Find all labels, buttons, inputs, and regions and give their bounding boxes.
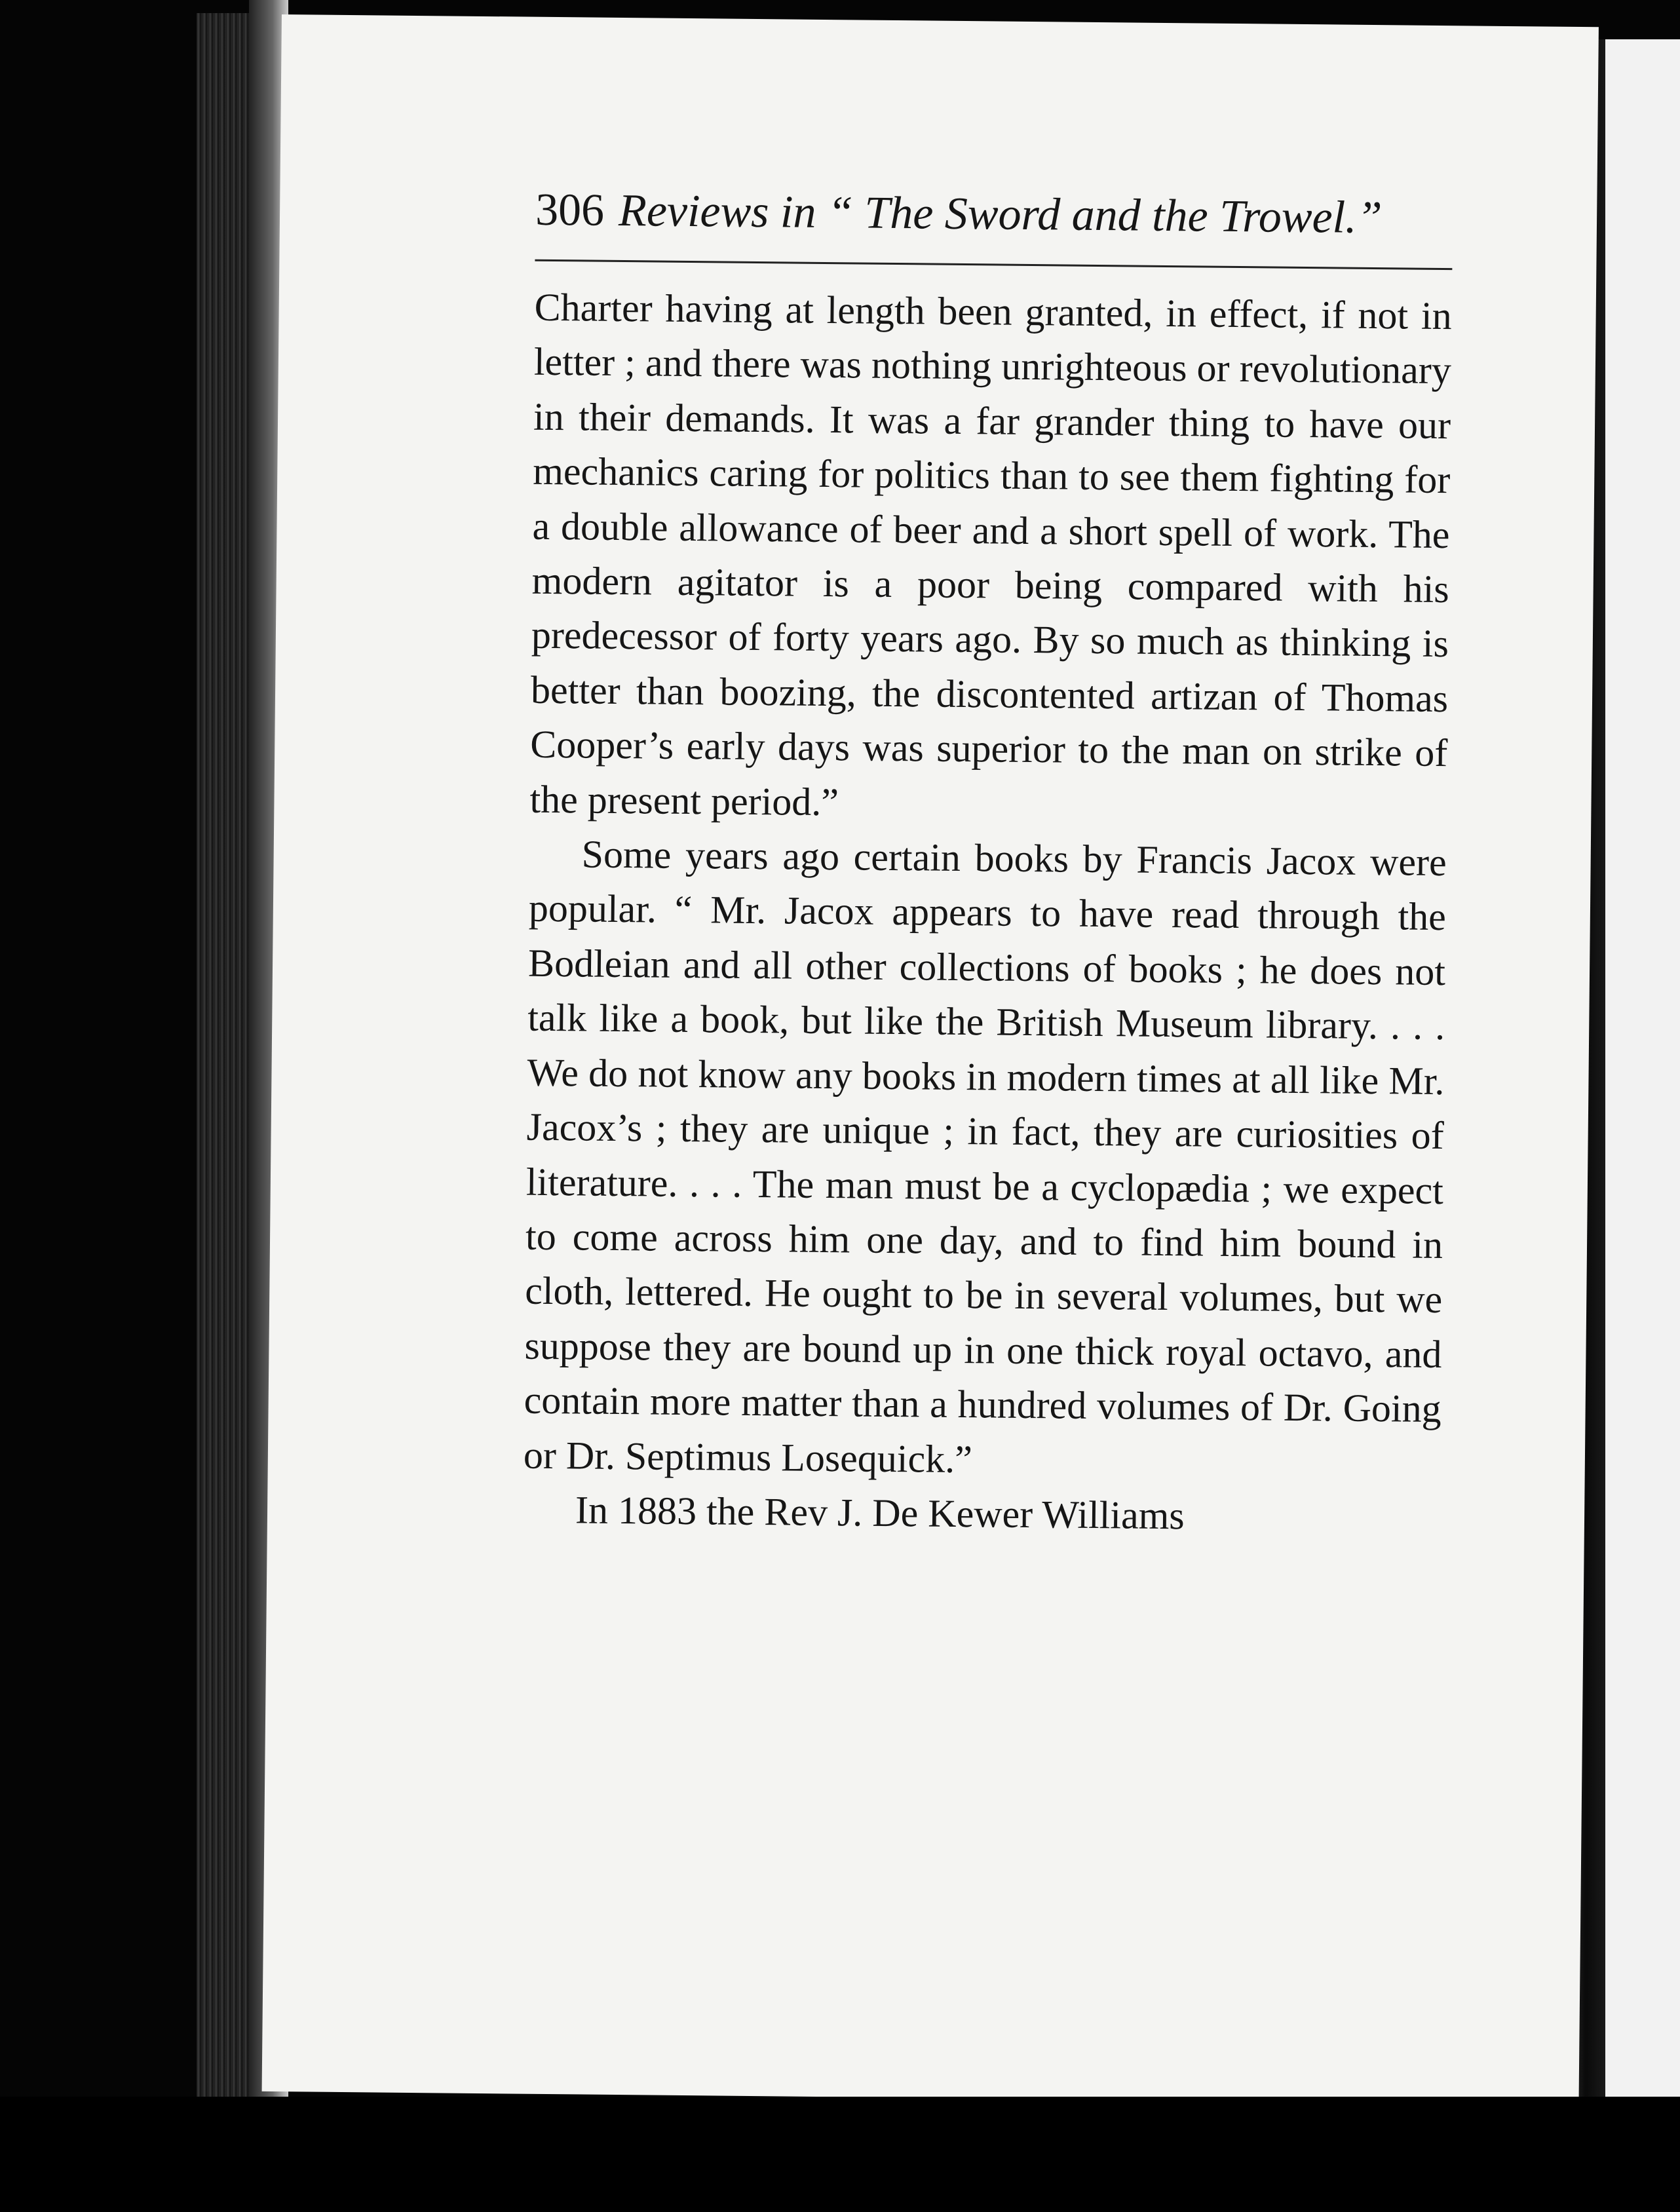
header-rule: [535, 259, 1452, 270]
facing-page-edge: [1605, 39, 1680, 2110]
running-head: [535, 184, 1453, 275]
book-page: [262, 14, 1599, 2104]
paragraph: Some years ago certain books by Francis Jacox were popular. “ Mr. Jacox appears to have read through the Bodleian and all other collections of books ; he does not talk like a book, but like the British Museum library. . . . We do not know any books in modern times at all like Mr. Jacox’s ; they are unique ; in fact, they are curiosities of literature. . . . The man must be a cyclopædia ; we expect to come across him one day, and to find him bound in cloth, lettered. He ought to be in several volumes, but we suppose they are bound up in one thick royal octavo, and contain more matter than a hundred volumes of Dr. Going or Dr. Septimus Losequick.”: [523, 832, 1447, 1481]
body-text: [523, 280, 1452, 1546]
page-number: 306: [535, 184, 605, 236]
running-title: Reviews in “ The Sword and the Trowel.”: [618, 185, 1383, 244]
paragraph: In 1883 the Rev J. De Kewer Williams: [575, 1488, 1185, 1538]
scan-bottom-edge: [0, 2097, 1680, 2212]
page-content: [523, 184, 1452, 1546]
paragraph-continued: Charter having at length been granted, in effect, if not in letter ; and there was nothing unrighteous or revolutionary in their demands. It was a far grander thing to have our mechanics caring for politics than to see them fighting for a double allowance of beer and a short spell of work. The modern agitator is a poor being compared with his predecessor of forty years ago. By so much as thinking is better than boozing, the discontented artizan of Thomas Cooper’s early days was superior to the man on strike of the present period.”: [529, 285, 1452, 824]
